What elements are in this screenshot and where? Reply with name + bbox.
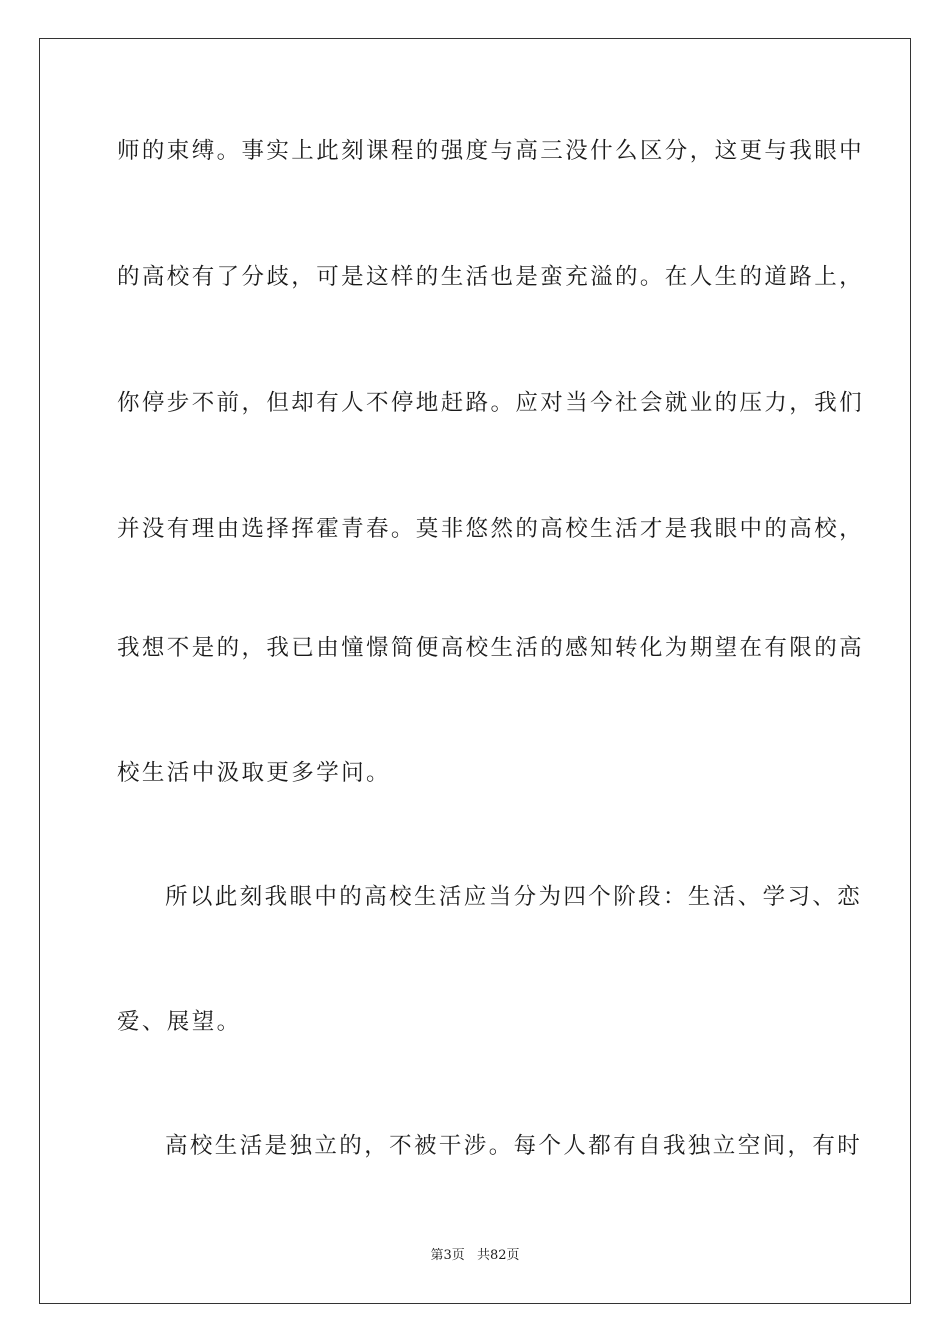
paragraph-line: 师的束缚。事实上此刻课程的强度与高三没什么区分，这更与我眼中 <box>117 138 865 164</box>
paragraph-line: 校生活中汲取更多学问。 <box>117 760 391 786</box>
paragraph-line: 我想不是的，我已由憧憬简便高校生活的感知转化为期望在有限的高 <box>117 635 865 661</box>
paragraph-line: 所以此刻我眼中的高校生活应当分为四个阶段：生活、学习、恋 <box>165 884 863 910</box>
page-total: 共82页 <box>476 1248 520 1263</box>
paragraph-line: 你停步不前，但却有人不停地赶路。应对当今社会就业的压力，我们 <box>117 390 865 416</box>
paragraph-line: 并没有理由选择挥霍青春。莫非悠然的高校生活才是我眼中的高校， <box>117 516 865 542</box>
page-border <box>39 38 911 1304</box>
page-footer <box>0 1247 950 1265</box>
paragraph-line: 高校生活是独立的，不被干涉。每个人都有自我独立空间，有时 <box>165 1133 863 1159</box>
paragraph-line: 的高校有了分歧，可是这样的生活也是蛮充溢的。在人生的道路上， <box>117 264 865 290</box>
paragraph-line: 爱、展望。 <box>117 1009 242 1035</box>
page-number: 第3页 <box>430 1248 465 1263</box>
